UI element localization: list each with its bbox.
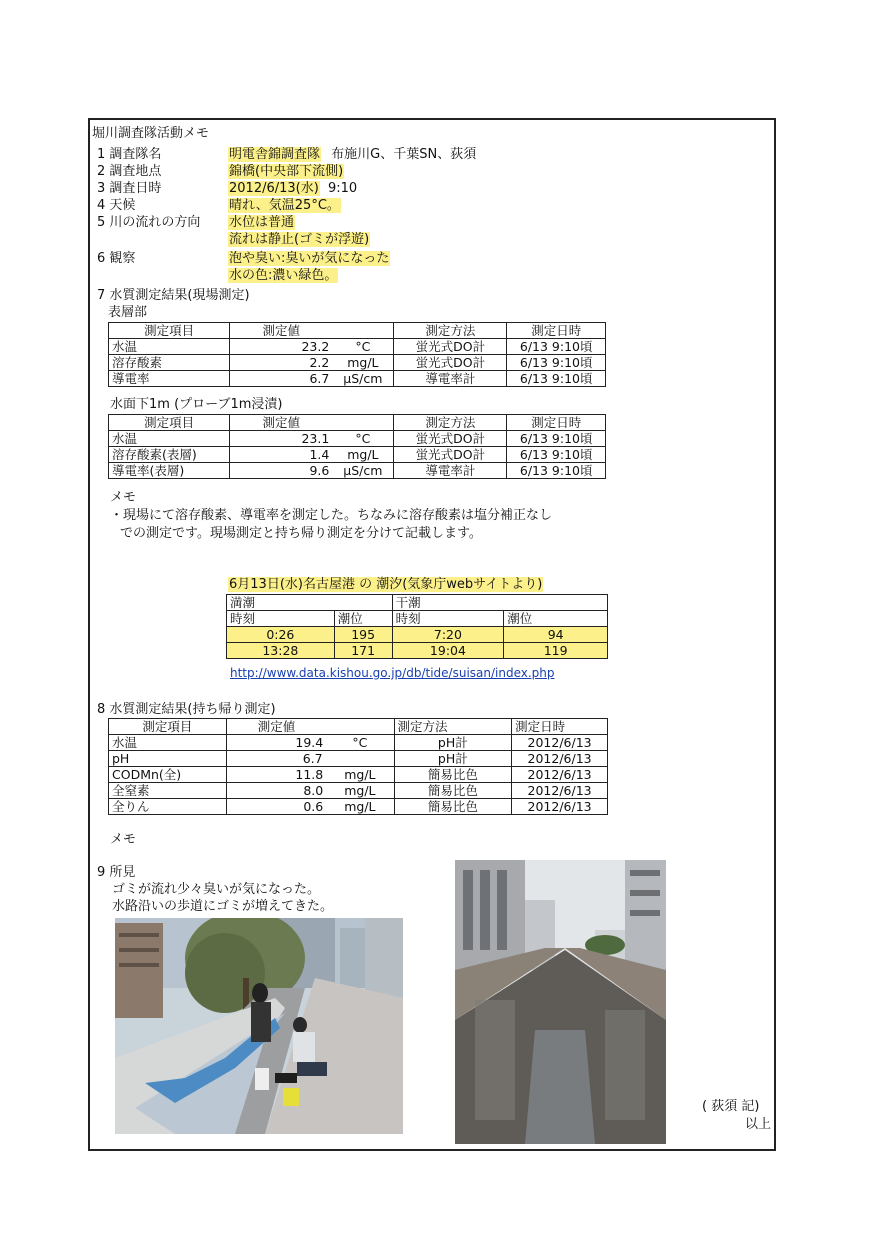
cell-date: 2012/6/13 — [512, 783, 608, 799]
table-header-row — [109, 415, 606, 431]
author-signature: ( 荻須 記) — [702, 1099, 760, 1114]
cell-unit: mg/L — [332, 447, 394, 463]
cell-datetime: 6/13 9:10頃 — [507, 431, 606, 447]
cell-value: 8.0 — [226, 783, 326, 799]
canal-photo-image — [455, 860, 666, 1144]
tide-subheader-row — [227, 611, 608, 627]
table-row — [109, 447, 606, 463]
cell-time: 13:28 — [227, 643, 335, 659]
cell-date: 2012/6/13 — [512, 751, 608, 767]
header-cell: 測定値 — [226, 719, 326, 735]
item-2 — [97, 163, 161, 180]
cell-value: 6.7 — [230, 371, 333, 387]
survey-date: 2012/6/13(水) — [229, 181, 319, 196]
item-num: 2 — [97, 164, 106, 179]
section-9-title: 9 所見 — [97, 865, 136, 880]
header-cell: 測定値 — [230, 415, 333, 431]
item-label: 調査日時 — [109, 181, 162, 196]
deep-label: 水面下1m (プローブ1m浸漬) — [110, 397, 283, 412]
cell-time: 0:26 — [227, 627, 335, 643]
cell-date: 2012/6/13 — [512, 735, 608, 751]
table-header-row — [109, 323, 606, 339]
header-cell: 測定項目 — [109, 415, 230, 431]
cell-item: 導電率 — [109, 371, 230, 387]
cell-date: 2012/6/13 — [512, 767, 608, 783]
cell-level: 195 — [334, 627, 392, 643]
cell-value: 9.6 — [230, 463, 333, 479]
header-cell: 潮位 — [504, 611, 608, 627]
table-row — [109, 463, 606, 479]
surface-table — [108, 322, 606, 387]
location: 錦橋(中央部下流側) — [229, 164, 344, 179]
cell-value: 1.4 — [230, 447, 333, 463]
cell-item: 水温 — [109, 339, 230, 355]
item-num: 4 — [97, 198, 106, 213]
item-label: 天候 — [109, 198, 136, 213]
cell-method: 蛍光式DO計 — [394, 339, 507, 355]
header-cell: 時刻 — [392, 611, 504, 627]
memo-label: メモ — [110, 490, 137, 505]
cell-value: 19.4 — [226, 735, 326, 751]
table-row — [109, 799, 608, 815]
item-num: 5 — [97, 215, 106, 230]
cell-item: CODMn(全) — [109, 767, 227, 783]
item-1-value — [228, 146, 476, 163]
cell-unit — [326, 751, 394, 767]
header-cell — [332, 323, 394, 339]
cell-datetime: 6/13 9:10頃 — [507, 371, 606, 387]
cell-value: 11.8 — [226, 767, 326, 783]
finding-line-1: ゴミが流れ少々臭いが気になった。 — [112, 882, 321, 897]
item-4 — [97, 197, 135, 214]
tide-title-text: 6月13日(水)名古屋港 の 潮汐(気象庁webサイトより) — [229, 577, 543, 592]
cell-item: 全窒素 — [109, 783, 227, 799]
cell-datetime: 6/13 9:10頃 — [507, 339, 606, 355]
cell-unit: °C — [332, 339, 394, 355]
cell-unit: mg/L — [326, 767, 394, 783]
cell-item: 溶存酸素 — [109, 355, 230, 371]
canal-photo — [455, 860, 666, 1144]
cell-datetime: 6/13 9:10頃 — [507, 447, 606, 463]
header-cell: 測定日時 — [512, 719, 608, 735]
header-cell: 測定項目 — [109, 323, 230, 339]
cell-method: 簡易比色 — [394, 783, 512, 799]
item-6 — [97, 250, 135, 267]
header-cell: 測定日時 — [507, 415, 606, 431]
section-7-title: 7 水質測定結果(現場測定) — [97, 288, 250, 303]
cell-level: 119 — [504, 643, 608, 659]
members: 布施川G、千葉SN、荻須 — [331, 147, 477, 162]
cell-method: 簡易比色 — [394, 767, 512, 783]
cell-level: 94 — [504, 627, 608, 643]
memo-line-2: での測定です。現場測定と持ち帰り測定を分けて記載します。 — [120, 526, 482, 541]
color-observation: 水の色:濃い緑色。 — [229, 268, 338, 283]
table-row — [109, 371, 606, 387]
flow-state: 流れは静止(ゴミが浮遊) — [229, 232, 370, 247]
high-tide-label: 満潮 — [227, 595, 393, 611]
cell-date: 2012/6/13 — [512, 799, 608, 815]
cell-item: 水温 — [109, 735, 227, 751]
cell-unit: °C — [332, 431, 394, 447]
cell-method: 簡易比色 — [394, 799, 512, 815]
deep-table — [108, 414, 606, 479]
header-cell: 測定方法 — [394, 323, 507, 339]
finding-line-2: 水路沿いの歩道にゴミが増えてきた。 — [112, 899, 334, 914]
cell-value: 0.6 — [226, 799, 326, 815]
cell-method: 蛍光式DO計 — [394, 431, 507, 447]
cell-value: 2.2 — [230, 355, 333, 371]
header-cell: 測定値 — [230, 323, 333, 339]
surface-label: 表層部 — [108, 305, 148, 320]
cell-method: pH計 — [394, 751, 512, 767]
header-cell: 測定方法 — [394, 719, 512, 735]
cell-method: 導電率計 — [394, 371, 507, 387]
table-header-row — [109, 719, 608, 735]
water-level: 水位は普通 — [229, 215, 295, 230]
header-cell — [326, 719, 394, 735]
cell-method: pH計 — [394, 735, 512, 751]
cell-unit: μS/cm — [332, 463, 394, 479]
bridge-photo — [115, 918, 403, 1134]
memo-line-1: ・現場にて溶存酸素、導電率を測定した。ちなみに溶存酸素は塩分補正なし — [110, 508, 553, 523]
cell-level: 171 — [334, 643, 392, 659]
cell-method: 蛍光式DO計 — [394, 355, 507, 371]
cell-unit: mg/L — [326, 799, 394, 815]
lab-table — [108, 718, 608, 815]
memo-label-2: メモ — [110, 832, 137, 847]
tide-title — [228, 576, 543, 593]
table-row — [109, 735, 608, 751]
team-name: 明電舎錦調査隊 — [229, 147, 321, 162]
table-row — [109, 339, 606, 355]
cell-item: 溶存酸素(表層) — [109, 447, 230, 463]
cell-datetime: 6/13 9:10頃 — [507, 355, 606, 371]
smell-observation: 泡や臭い:臭いが気になった — [229, 251, 390, 266]
header-cell: 測定日時 — [507, 323, 606, 339]
table-row — [227, 643, 608, 659]
cell-unit: mg/L — [326, 783, 394, 799]
header-cell: 測定項目 — [109, 719, 227, 735]
bridge-photo-image — [115, 918, 403, 1134]
header-cell — [332, 415, 394, 431]
cell-datetime: 6/13 9:10頃 — [507, 463, 606, 479]
item-num: 6 — [97, 251, 106, 266]
item-label: 調査地点 — [109, 164, 162, 179]
cell-item: 導電率(表層) — [109, 463, 230, 479]
cell-value: 6.7 — [226, 751, 326, 767]
section-8-title: 8 水質測定結果(持ち帰り測定) — [97, 702, 276, 717]
survey-time: 9:10 — [327, 181, 358, 196]
item-num: 1 — [97, 147, 106, 162]
item-label: 川の流れの方向 — [109, 215, 201, 230]
cell-item: 全りん — [109, 799, 227, 815]
tide-source-link[interactable]: http://www.data.kishou.go.jp/db/tide/suisan/index.php — [230, 666, 555, 680]
cell-time: 19:04 — [392, 643, 504, 659]
cell-item: 水温 — [109, 431, 230, 447]
cell-time: 7:20 — [392, 627, 504, 643]
cell-unit: mg/L — [332, 355, 394, 371]
tide-table — [226, 594, 608, 659]
cell-unit: °C — [326, 735, 394, 751]
item-3 — [97, 180, 161, 197]
table-row — [109, 355, 606, 371]
cell-method: 蛍光式DO計 — [394, 447, 507, 463]
item-5 — [97, 214, 200, 231]
header-cell: 潮位 — [334, 611, 392, 627]
cell-value: 23.1 — [230, 431, 333, 447]
header-cell: 時刻 — [227, 611, 335, 627]
item-label: 観察 — [109, 251, 136, 266]
item-num: 3 — [97, 181, 106, 196]
item-label: 調査隊名 — [109, 147, 162, 162]
table-row — [227, 627, 608, 643]
cell-item: pH — [109, 751, 227, 767]
page-title: 堀川調査隊活動メモ — [92, 126, 210, 141]
cell-value: 23.2 — [230, 339, 333, 355]
table-row — [109, 783, 608, 799]
low-tide-label: 干潮 — [392, 595, 607, 611]
table-row — [109, 751, 608, 767]
tide-header-row — [227, 595, 608, 611]
weather: 晴れ、気温25°C。 — [229, 198, 340, 213]
cell-method: 導電率計 — [394, 463, 507, 479]
item-1 — [97, 146, 161, 163]
table-row — [109, 767, 608, 783]
cell-unit: μS/cm — [332, 371, 394, 387]
table-row — [109, 431, 606, 447]
end-mark: 以上 — [745, 1117, 772, 1132]
header-cell: 測定方法 — [394, 415, 507, 431]
